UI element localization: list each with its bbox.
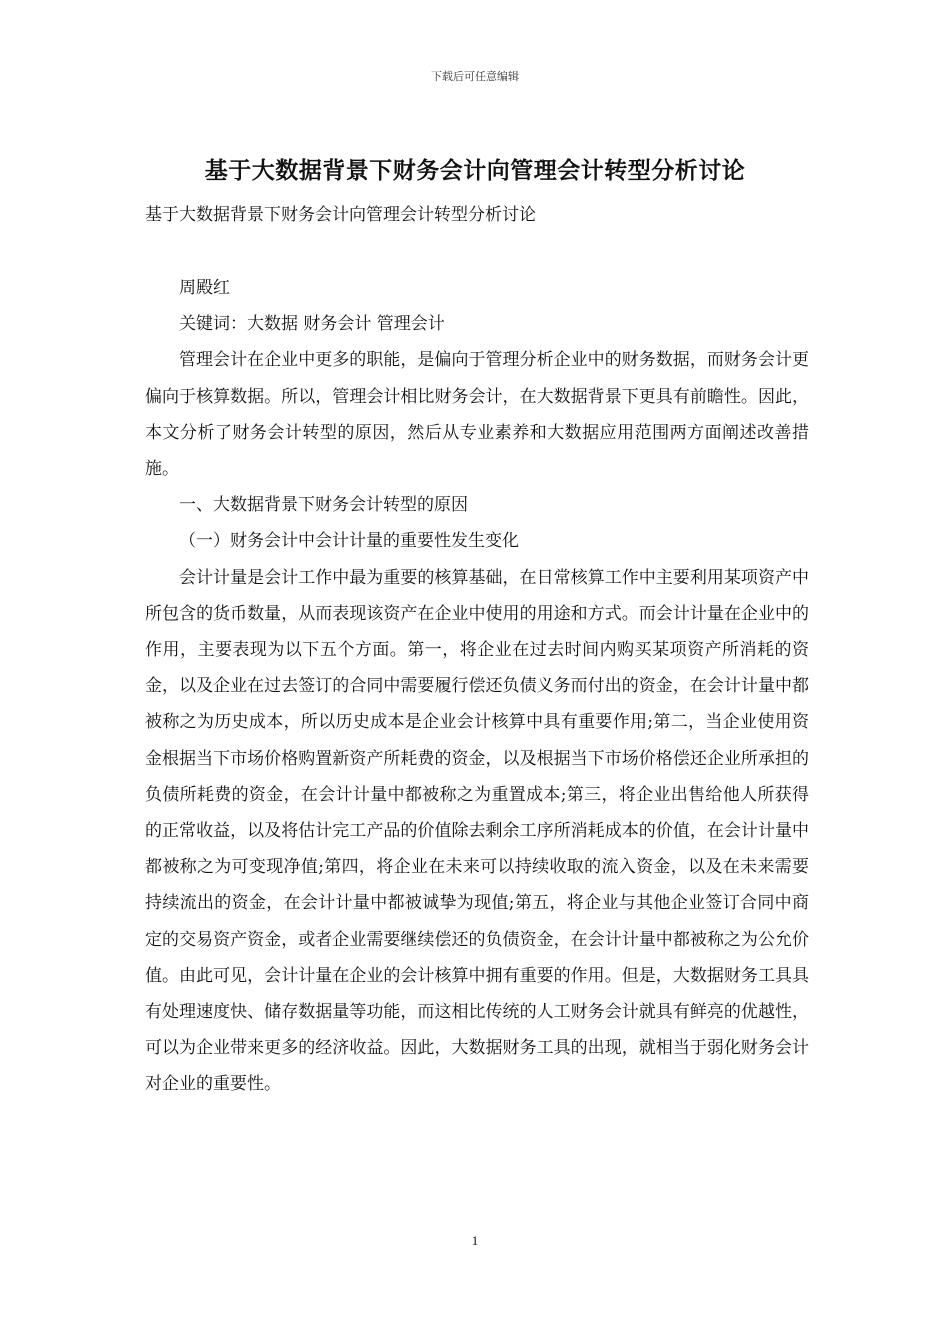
- document-body: [145, 270, 809, 1103]
- page-number: 1: [471, 1233, 479, 1248]
- section-heading: 一、大数据背景下财务会计转型的原因: [179, 495, 468, 516]
- body-paragraph: 会计计量是会计工作中最为重要的核算基础，在日常核算工作中主要利用某项资产中所包含的货币数量，从而表现该资产在企业中使用的用途和方式。而会计计量在企业中的作用，主要表现为以下五个方面。第一，将企业在过去时间内购买某项资产所消耗的资金，以及企业在过去签订的合同中需要履行偿还负债义务而付出的资金，在会计计量中都被称之为历史成本，所以历史成本是企业会计核算中具有重要作用;第二，当企业使用资金根据当下市场价格购置新资产所耗费的资金，以及根据当下市场价格偿还企业所承担的负债所耗费的资金，在会计计量中都被称之为重置成本;第三，将企业出售给他人所获得的正常收益，以及将估计完工产品的价值除去剩余工序所消耗成本的价值，在会计计量中都被称之为可变现净值;第四，将企业在未来可以持续收取的流入资金，以及在未来需要持续流出的资金，在会计计量中都被诚挚为现值;第五，将企业与其他企业签订合同中商定的交易资产资金，或者企业需要继续偿还的负债资金，在会计计量中都被称之为公允价值。由此可见，会计计量在企业的会计核算中拥有重要的作用。但是，大数据财务工具具有处理速度快、储存数据量等功能，而这相比传统的人工财务会计就具有鲜亮的优越性，可以为企业带来更多的经济收益。因此，大数据财务工具的出现，就相当于弱化财务会计对企业的重要性。: [145, 567, 809, 1095]
- abstract-paragraph: 管理会计在企业中更多的职能，是偏向于管理分析企业中的财务数据，而财务会计更偏向于核算数据。所以，管理会计相比财务会计，在大数据背景下更具有前瞻性。因此，本文分析了财务会计转型的原因，然后从专业素养和大数据应用范围两方面阐述改善措施。: [145, 350, 809, 480]
- document-title: 基于大数据背景下财务会计向管理会计转型分析讨论: [204, 157, 746, 184]
- document-subtitle: 基于大数据背景下财务会计向管理会计转型分析讨论: [145, 205, 536, 225]
- header-note: 下载后可任意编辑: [431, 70, 519, 83]
- subsection-heading: （一）财务会计中会计计量的重要性发生变化: [179, 531, 519, 552]
- author-line: 周殿红: [179, 278, 230, 298]
- keywords-line: 关键词：大数据 财务会计 管理会计: [179, 314, 445, 335]
